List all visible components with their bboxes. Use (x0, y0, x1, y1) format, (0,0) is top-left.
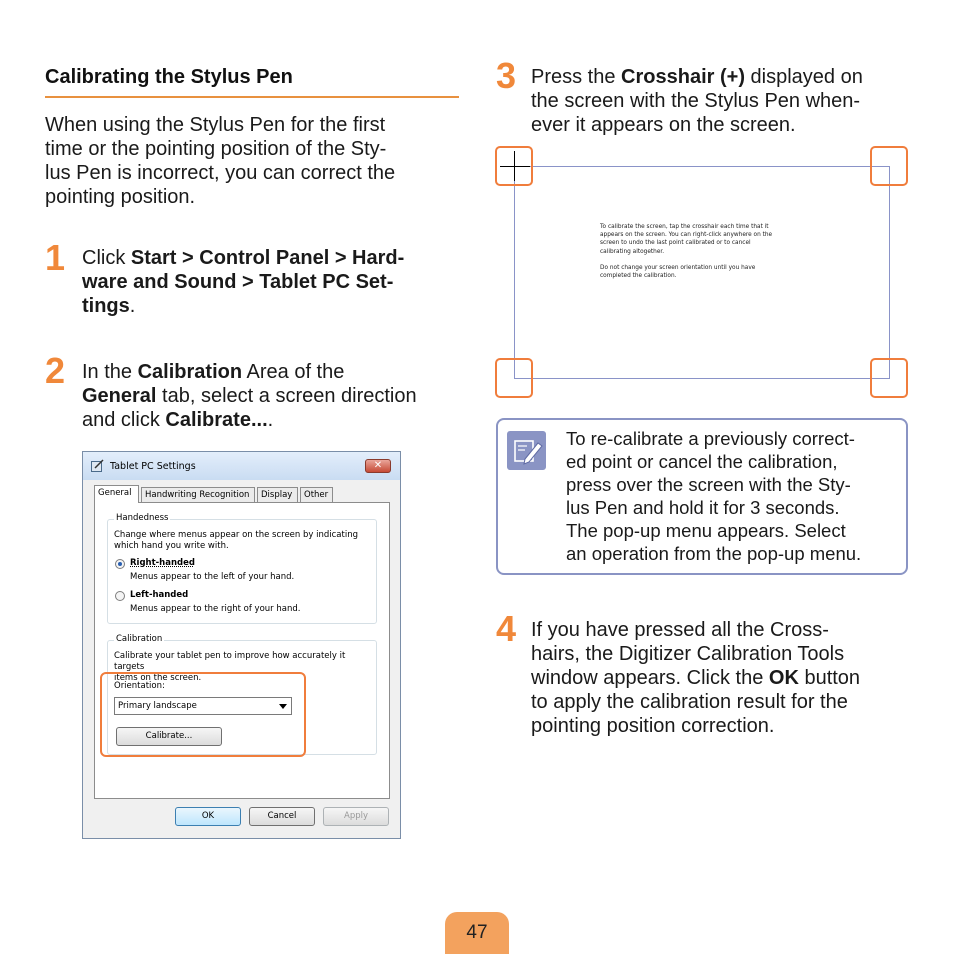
step-4-text (531, 618, 921, 738)
step-1-line (82, 294, 454, 318)
intro-line: lus Pen is incorrect, you can correct the (45, 162, 396, 184)
apply-button[interactable]: Apply (323, 807, 389, 826)
note-line: an operation from the pop-up menu. (566, 543, 862, 564)
step-2-line (82, 360, 462, 384)
text-run: button (798, 667, 861, 689)
calibration-highlight-box (100, 672, 306, 757)
text-bold: OK (768, 667, 799, 689)
note-line: lus Pen and hold it for 3 seconds. (566, 497, 840, 518)
text-run: displayed on (744, 66, 863, 88)
corner-marker-bottom-right (870, 358, 908, 398)
text-run: Press the (531, 66, 622, 88)
dialog-titlebar (83, 452, 400, 480)
intro-line: When using the Stylus Pen for the first (45, 114, 386, 136)
corner-marker-bottom-left (495, 358, 533, 398)
description-line: Change where menus appear on the screen by indicating (114, 530, 358, 540)
step-2-text (82, 360, 462, 432)
left-handed-description: Menus appear to the right of your hand. (130, 604, 301, 614)
instruction-spacer (600, 256, 805, 264)
step-1-number: 1 (45, 237, 66, 278)
step-1-path-part: ware and Sound > Tablet PC Set- (82, 271, 394, 293)
text-bold: Crosshair (+) (621, 66, 745, 88)
tab-display[interactable]: Display (257, 487, 298, 502)
text-bold: Calibrate... (165, 409, 268, 431)
cancel-button[interactable]: Cancel (249, 807, 315, 826)
step-3-line: the screen with the Stylus Pen when- (531, 90, 861, 112)
handedness-description (114, 530, 376, 552)
description-line: Calibrate your tablet pen to improve how accurately it targets (114, 651, 346, 672)
step-4-number: 4 (496, 608, 517, 649)
step-3-line: ever it appears on the screen. (531, 114, 796, 136)
step-1-text (82, 246, 454, 318)
dialog-title: Tablet PC Settings (110, 461, 196, 472)
description-line: which hand you write with. (114, 541, 229, 551)
tablet-pc-settings-dialog (82, 451, 401, 839)
step-3-number: 3 (496, 55, 517, 96)
text-bold: General (82, 385, 157, 407)
step-1-suffix: . (129, 295, 136, 317)
note-line: The pop-up menu appears. Select (566, 520, 846, 541)
text-run: window appears. Click the (531, 667, 769, 689)
instruction-line: completed the calibration. (600, 273, 677, 280)
right-handed-label[interactable]: Right-handed (130, 558, 195, 568)
note-text (566, 427, 906, 565)
calibrate-button[interactable]: Calibrate... (116, 727, 222, 746)
ok-button[interactable]: OK (175, 807, 241, 826)
intro-paragraph (45, 113, 455, 209)
page-number: 47 (466, 922, 488, 943)
intro-line: time or the pointing position of the Sty- (45, 138, 387, 160)
step-4-line: If you have pressed all the Cross- (531, 619, 829, 641)
text-run: In the (82, 361, 138, 383)
step-1-prefix: Click (82, 247, 131, 269)
step-4-line: pointing position correction. (531, 715, 775, 737)
note-line: ed point or cancel the calibration, (566, 451, 838, 472)
close-button[interactable]: ✕ (365, 459, 391, 473)
instruction-line: appears on the screen. You can right-click anywhere on the (600, 232, 773, 239)
instruction-line: screen to undo the last point calibrated or to cancel (600, 240, 751, 247)
step-2-number: 2 (45, 350, 66, 391)
instruction-line: Do not change your screen orientation until you have (600, 264, 756, 271)
handedness-group (107, 513, 377, 624)
pencil-icon (507, 431, 546, 470)
step-2-line (82, 384, 462, 408)
step-1-path-part: Start > Control Panel > Hard- (130, 247, 405, 269)
note-line: press over the screen with the Sty- (566, 474, 851, 495)
right-handed-description: Menus appear to the left of your hand. (130, 572, 295, 582)
corner-marker-top-right (870, 146, 908, 186)
section-title: Calibrating the Stylus Pen (45, 66, 293, 88)
crosshair-vertical (514, 151, 515, 181)
orientation-label: Orientation: (114, 681, 165, 691)
pen-tablet-icon (91, 459, 104, 472)
step-1-path-part: tings (82, 295, 130, 317)
text-run: . (267, 409, 274, 431)
left-handed-radio[interactable] (115, 591, 125, 601)
step-1-line (82, 270, 454, 294)
handedness-label: Handedness (116, 513, 169, 523)
note-pencil-icon (507, 431, 546, 470)
title-divider (45, 96, 459, 98)
text-bold: Calibration (137, 361, 243, 383)
text-run: Area of the (242, 361, 345, 383)
orientation-value: Primary landscape (118, 701, 197, 711)
step-1-line (82, 246, 454, 270)
note-line: To re-calibrate a previously correct- (566, 428, 855, 449)
step-3-line (531, 65, 921, 89)
description-line: items on the screen. (114, 673, 202, 683)
intro-line: pointing position. (45, 186, 196, 208)
calibration-label: Calibration (116, 634, 163, 644)
step-2-line (82, 408, 462, 432)
step-3-text (531, 65, 921, 137)
calibration-instructions (600, 223, 805, 280)
right-handed-radio[interactable] (115, 559, 125, 569)
left-handed-label[interactable]: Left-handed (130, 590, 189, 600)
step-4-line: to apply the calibration result for the (531, 691, 848, 713)
instruction-line: calibrating altogether. (600, 248, 665, 255)
tab-general[interactable]: General (94, 485, 139, 503)
tab-handwriting-recognition[interactable]: Handwriting Recognition (141, 487, 255, 502)
instruction-line: To calibrate the screen, tap the crosshair each time that it (600, 224, 769, 230)
crosshair-icon[interactable] (500, 166, 530, 167)
text-run: tab, select a screen direction (156, 385, 417, 407)
step-4-line: hairs, the Digitizer Calibration Tools (531, 643, 845, 665)
tab-other[interactable]: Other (300, 487, 333, 502)
step-4-line (531, 666, 921, 690)
text-run: and click (82, 409, 166, 431)
